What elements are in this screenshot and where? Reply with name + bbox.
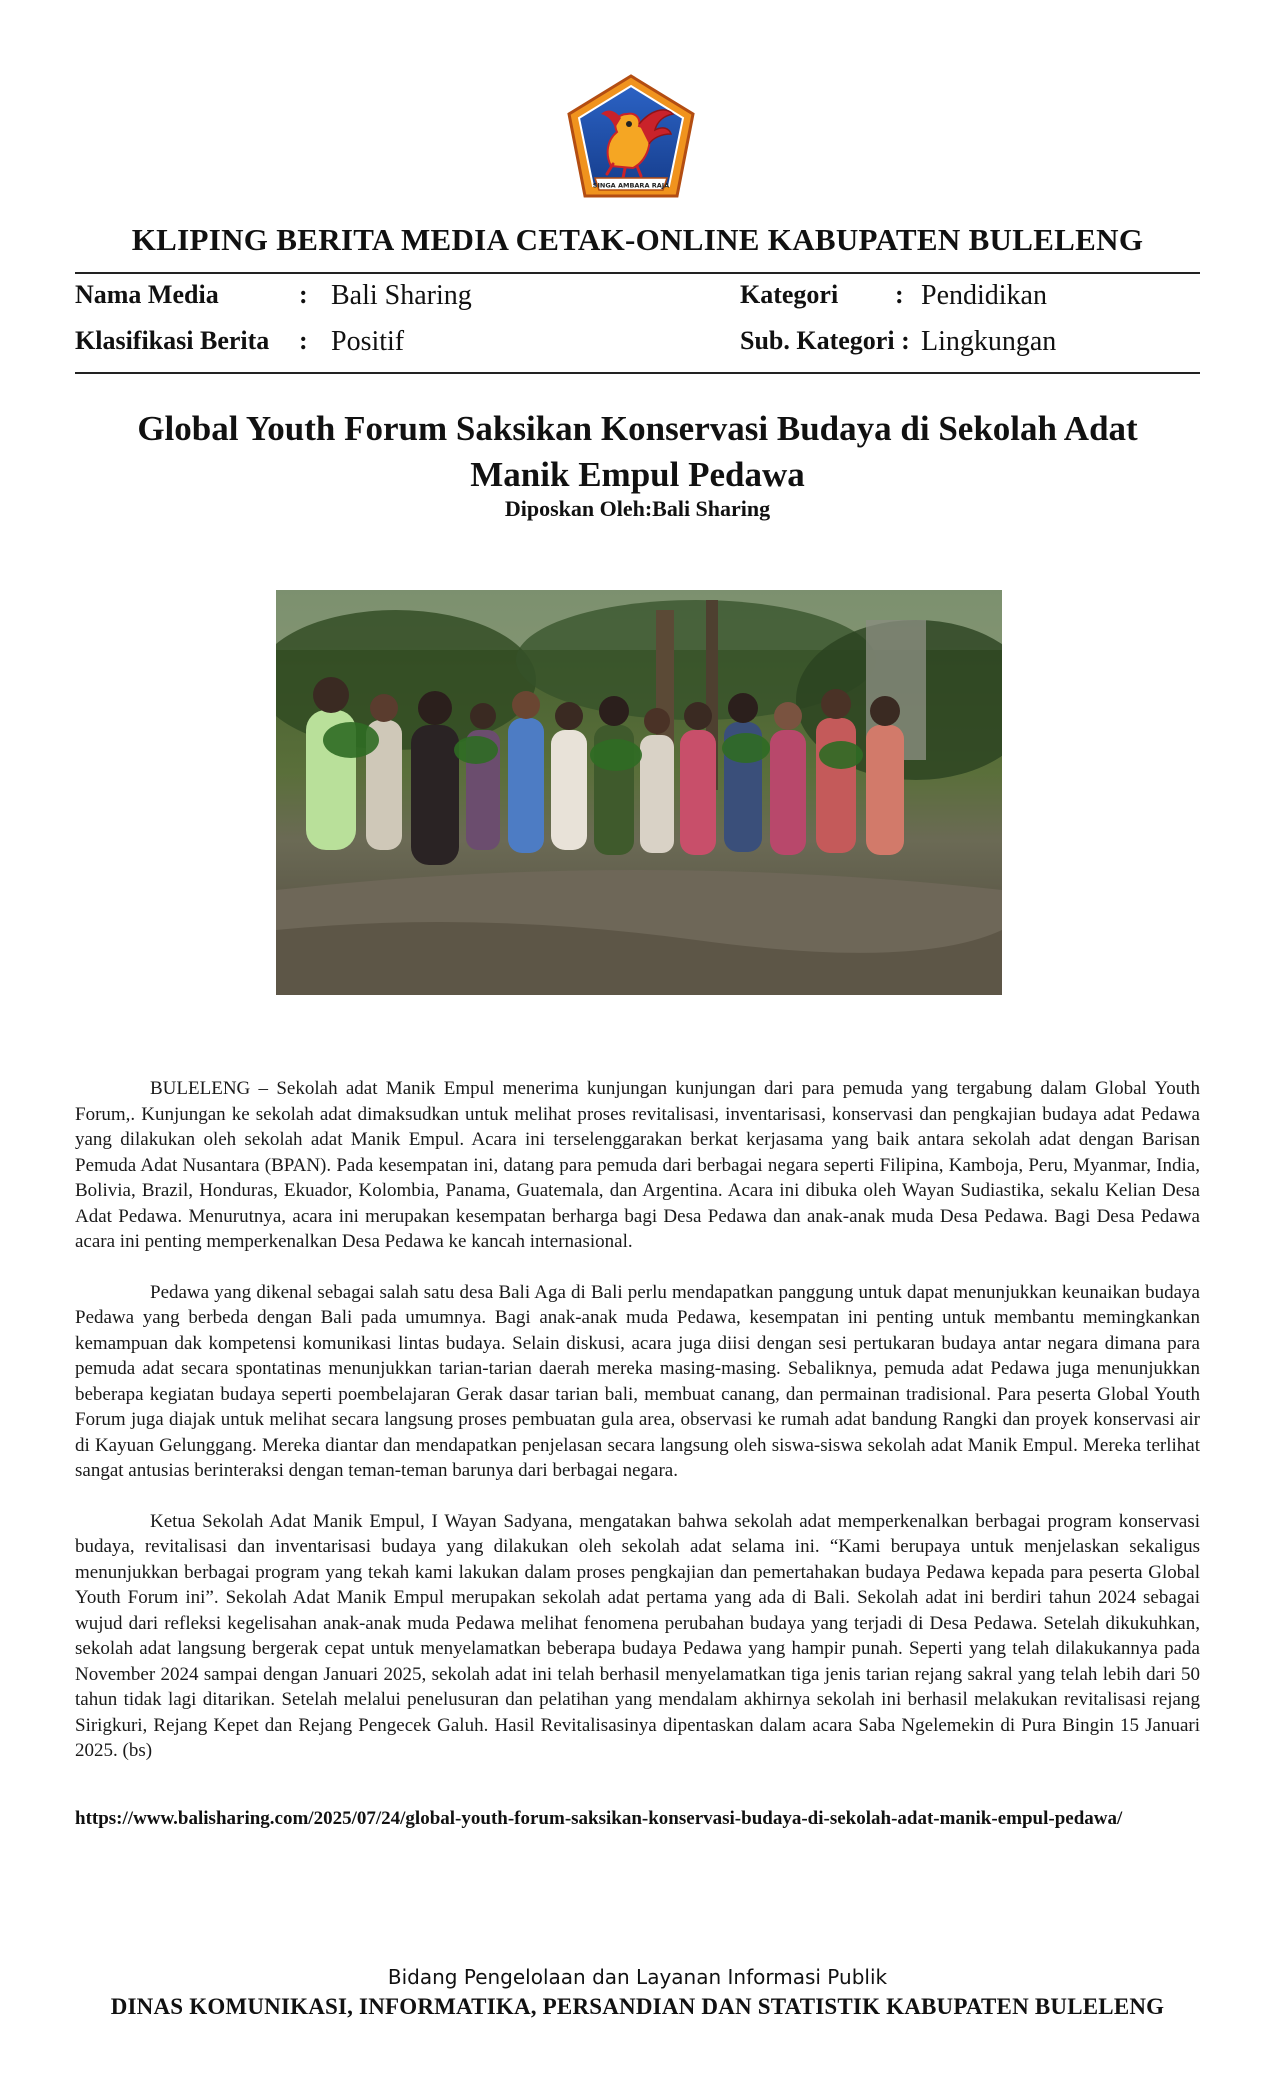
meta-row-klasifikasi — [75, 326, 1200, 362]
klasifikasi-label: Klasifikasi Berita — [75, 326, 270, 355]
posted-by: Diposkan Oleh:Bali Sharing — [504, 496, 771, 521]
article-paragraph: Ketua Sekolah Adat Manik Empul, I Wayan Sadyana, mengatakan bahwa sekolah adat memperkenalkan berbagai program konservasi budaya, revitalisasi dan inventarisasi budaya yang dilakukan oleh sekolah adat selama ini. “Kami berupaya untuk menjelaskan sekaligus menunjukkan berbagai program yang tekah kami lakukan dalam proses pengkajian dan pemertahakan budaya Pedawa kepada para peserta Global Youth Forum ini”. Sekolah Adat Manik Empul merupakan sekolah adat pertama yang ada di Bali. Sekolah adat ini berdiri tahun 2024 sebagai wujud dari refleksi kegelisahan anak-anak muda Pedawa melihat fenomena perubahan budaya yang terjadi di Desa Pedawa. Setelah dikukuhkan, sekolah adat langsung bergerak cepat untuk menyelamatkan beberapa budaya Pedawa yang hampir punah. Seperti yang telah dilakukannya pada November 2024 sampai dengan Januari 2025, sekolah adat ini telah berhasil menyelamatkan tiga jenis tarian rejang sakral yang telah lebih dari 50 tahun tidak lagi ditarikan. Setelah melalui penelusuran dan pelatihan yang mendalam akhirnya sekolah ini berhasil melakukan revitalisasi rejang Sirigkuri, Rejang Kepet dan Rejang Pengecek Galuh. Hasil Revitalisasinya dipentaskan dalam acara Saba Ngelemekin di Pura Bingin 15 Januari 2025. (bs) — [75, 1510, 1200, 1761]
source-url-link[interactable]: https://www.balisharing.com/2025/07/24/global-youth-forum-saksikan-konservasi-budaya-di-sekolah-adat-manik-empul-pedawa/ — [75, 1808, 1123, 1829]
header-divider-top — [75, 272, 1200, 274]
nama-media-value: Bali Sharing — [331, 280, 472, 311]
header-divider-bottom — [75, 372, 1200, 374]
nama-media-label: Nama Media — [75, 280, 219, 309]
sub-kategori-value: Lingkungan — [921, 326, 1057, 357]
article-paragraph: BULELENG – Sekolah adat Manik Empul menerima kunjungan kunjungan dari para pemuda yang tergabung dalam Global Youth Forum,. Kunjungan ke sekolah adat dimaksudkan untuk melihat proses revitalisasi, inventarisasi, konservasi dan pengkajian budaya adat Pedawa yang dilakukan oleh sekolah adat Manik Empul. Acara ini terselenggarakan berkat kerjasama yang baik antara sekolah adat dengan Barisan Pemuda Adat Nusantara (BPAN). Pada kesempatan ini, datang para pemuda dari berbagai negara seperti Filipina, Kamboja, Peru, Myanmar, India, Bolivia, Brazil, Honduras, Ekuador, Kolombia, Panama, Guatemala, dan Argentina. Acara ini dibuka oleh Wayan Sudiastika, sekalu Kelian Desa Adat Pedawa. Menurutnya, acara ini merupakan kesempatan berharga bagi Desa Pedawa dan anak-anak muda Desa Pedawa. Bagi Desa Pedawa acara ini penting memperkenalkan Desa Pedawa ke kancah internasional. — [75, 1078, 1200, 1252]
nama-media-colon: : — [299, 280, 308, 309]
klasifikasi-colon: : — [299, 326, 308, 355]
buleleng-emblem-icon — [565, 74, 697, 200]
klasifikasi-value: Positif — [331, 326, 405, 357]
kategori-label: Kategori — [740, 280, 839, 309]
kategori-value: Pendidikan — [921, 280, 1047, 311]
footer-division: Bidang Pengelolaan dan Layanan Informasi Publik — [387, 1965, 888, 1989]
kategori-colon: : — [895, 280, 904, 309]
article-paragraph: Pedawa yang dikenal sebagai salah satu desa Bali Aga di Bali perlu mendapatkan panggung untuk dapat menunjukkan keunaikan budaya Pedawa yang berbeda dengan Bali pada umumnya. Bagi anak-anak muda Pedawa, kesempatan ini penting untuk membantu memingkankan kemampuan dak kompetensi komunikasi lintas budaya. Selain diskusi, acara juga diisi dengan sesi pertukaran budaya antar negara dimana para pemuda adat secara spontatinas menunjukkan tarian-tarian daerah mereka masing-masing. Sebaliknya, pemuda adat Pedawa juga menunjukkan beberapa kegiatan budaya seperti poembelajaran Gerak dasar tarian bali, membuat canang, dan permainan tradisional. Para peserta Global Youth Forum juga diajak untuk melihat secara langsung proses pembuatan gula area, observasi ke rumah adat bandung Rangki dan proyek konservasi air di Kayuan Gelunggang. Mereka diantar dan mendapatkan penjelasan secara langsung oleh siswa-siswa sekolah adat Manik Empul. Mereka terlihat sangat antusias berinteraksi dengan teman-teman barunya dari berbagai negara. — [75, 1281, 1200, 1481]
sub-kategori-label: Sub. Kategori : — [740, 326, 910, 355]
footer-agency: DINAS KOMUNIKASI, INFORMATIKA, PERSANDIAN DAN STATISTIK KABUPATEN BULELENG — [110, 1994, 1165, 2019]
group-photo-forest-icon — [276, 590, 1002, 995]
article-title: Global Youth Forum Saksikan Konservasi Budaya di Sekolah Adat Manik Empul Pedawa — [137, 409, 1138, 494]
meta-row-media — [75, 280, 1200, 316]
clipping-header-title: KLIPING BERITA MEDIA CETAK-ONLINE KABUPATEN BULELENG — [131, 222, 1144, 257]
article-body — [75, 1076, 1200, 1789]
emblem-banner-text: SINGA AMBARA RAJA — [592, 181, 670, 190]
